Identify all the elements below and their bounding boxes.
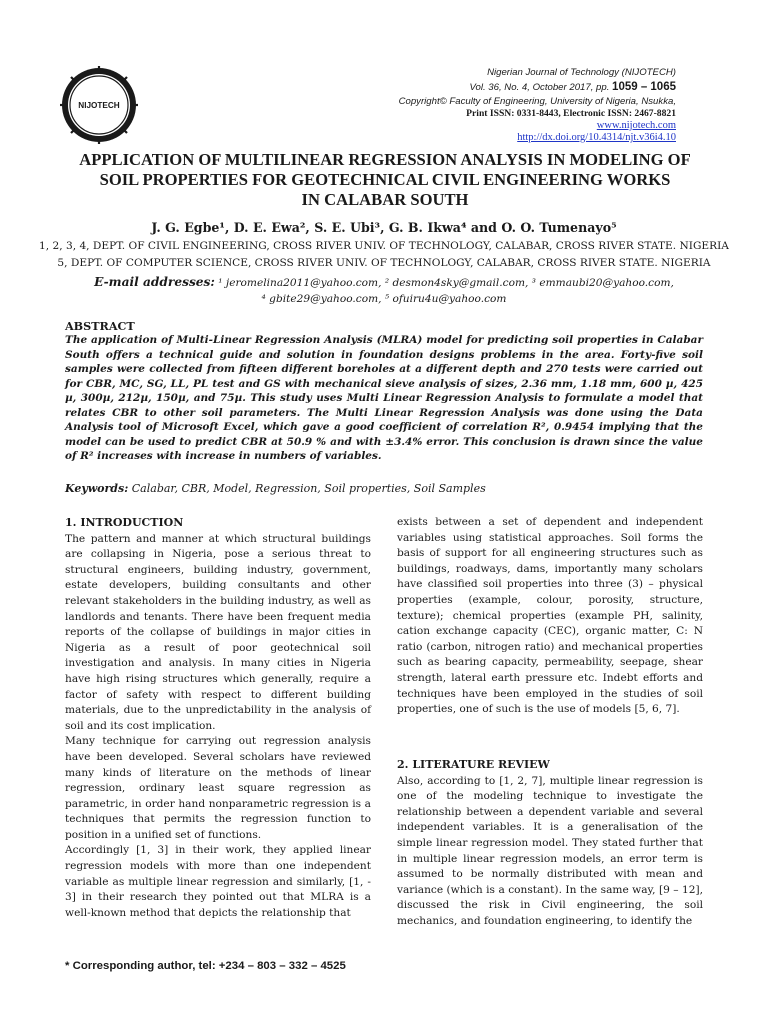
corresponding-author-footnote: * Corresponding author, tel: +234 – 803 – 332 – 4525 (65, 960, 346, 972)
author-list: J. G. Egbe¹, D. E. Ewa², S. E. Ubi³, G. B. Ikwa⁴ and O. O. Tumenayo⁵ (151, 220, 617, 235)
email-line: ⁴ gbite29@yahoo.com, ⁵ ofuiru4u@yahoo.com (261, 293, 507, 305)
email-line: ¹ jeromelina2011@yahoo.com, ² desmon4sky@gmail.com, ³ emmaubi20@yahoo.com, (214, 277, 674, 289)
volume-text: Vol. 36, No. 4, October 2017, pp. (469, 82, 610, 93)
journal-name: Nigerian Journal of Technology (NIJOTECH) (487, 67, 676, 78)
website-link[interactable]: www.nijotech.com (596, 120, 676, 131)
affiliation-line: 5, DEPT. OF COMPUTER SCIENCE, CROSS RIVER UNIV. OF TECHNOLOGY, CALABAR, CROSS RIVER STATE. NIGERIA (57, 257, 711, 269)
affiliation-line: 1, 2, 3, 4, DEPT. OF CIVIL ENGINEERING, CROSS RIVER UNIV. OF TECHNOLOGY, CALABAR, CROSS RIVER STATE. NIGERIA (39, 240, 729, 252)
issn-line: Print ISSN: 0331-8443, Electronic ISSN: 2467-8821 (466, 108, 676, 119)
paragraph: Also, according to [1, 2, 7], multiple linear regression is one of the modeling technique to investigate the relationship between a dependent variable and several independent variables. It is a generalisation of the simple linear regression model. They stated further that in multiple linear regression models, an error term is assumed to be normally distributed with mean and variance (which is a constant). In the same way, [9 – 12], discussed the risk in Civil engineering, the soil mechanics, and foundation engineering, to identify the (397, 774, 703, 927)
abstract-heading: ABSTRACT (65, 319, 135, 333)
keywords-label: Keywords: (65, 482, 129, 495)
title-line: SOIL PROPERTIES FOR GEOTECHNICAL CIVIL ENGINEERING WORKS (99, 170, 671, 189)
nijotech-logo (60, 66, 138, 144)
logo-text: NIJOTECH (78, 101, 120, 110)
paragraph: Accordingly [1, 3] in their work, they applied linear regression models with more than one independent variable as multiple linear regression and similarly, [1, - 3] in their research they pointed out that MLRA is a well-known method that depicts the relationship that (65, 844, 371, 919)
keywords-text: Calabar, CBR, Model, Regression, Soil properties, Soil Samples (128, 482, 486, 495)
left-column (65, 515, 371, 921)
paper-title (60, 150, 710, 210)
copyright-line: Copyright© Faculty of Engineering, University of Nigeria, Nsukka, (398, 96, 676, 107)
paragraph: Many technique for carrying out regression analysis have been developed. Several scholars have reviewed many kinds of literature on the methods of linear regression, ordinary least square regression as parametric, in order hand nonparametric regression is a techniques that permits the regression function to position in a unified set of functions. (65, 735, 371, 841)
doi-link[interactable]: http://dx.doi.org/10.4314/njt.v36i4.10 (517, 132, 676, 143)
right-column-literature (397, 757, 703, 930)
title-line: APPLICATION OF MULTILINEAR REGRESSION ANALYSIS IN MODELING OF (79, 150, 691, 169)
paragraph: exists between a set of dependent and independent variables using statistical approaches. Soil forms the basis of support for all engineering structures such as buildings, roadways, dams, importantly many scholars have classified soil properties into three (3) – physical properties (example, colour, porosity, structure, texture); chemical properties (example PH, salinity, cation exchange capacity (CEC), organic matter, C: N ratio (carbon, nitrogen ratio) and mechanical properties such as bearing capacity, permeability, seepage, shear strength, lateral earth pressure etc. Indebt efforts and techniques have been employed in the studies of soil properties, one of such is the use of models [5, 6, 7]. (397, 516, 703, 716)
title-line: IN CALABAR SOUTH (301, 190, 469, 209)
page-range: 1059 – 1065 (612, 81, 676, 93)
section-heading-introduction: 1. INTRODUCTION (65, 516, 184, 529)
journal-volume (469, 80, 676, 95)
paragraph: The pattern and manner at which structural buildings are collapsing in Nigeria, pose a serious threat to structural engineers, building industry, government, estate developers, building consultants and other relevant stakeholders in the building industry, as well as landlords and tenants. There have been frequent media reports of the collapse of buildings in major cities in Nigeria as a result of poor geotechnical soil investigation and analysis. In many cities in Nigeria have high rising structures which generally, require a factor of safety with respect to different building materials, due to the unpredictability in the analysis of soil and its cost implication. (65, 532, 371, 732)
right-column-intro (397, 515, 703, 718)
email-addresses (0, 274, 768, 307)
email-label: E-mail addresses: (94, 275, 215, 289)
keywords (65, 482, 486, 495)
abstract-text: The application of Multi-Linear Regression Analysis (MLRA) model for predicting soil properties in Calabar South offers a technical guide and solution in foundation designs problems in the area. Forty-five soil samples were collected from fifteen different boreholes at a different depth and 270 tests were carried out for CBR, MC, SG, LL, PL test and GS with mechanical sieve analysis of sizes, 2.36 mm, 1.18 mm, 600 µ, 425 µ, 300µ, 212µ, 150µ, and 75µ. This study uses Multi Linear Regression Analysis to formulate a model that relates CBR to other soil parameters. The Multi Linear Regression Analysis was done using the Data Analysis tool of Microsoft Excel, which gave a good coefficient of correlation R², 0.9454 implying that the model can be used to predict CBR at 50.9 % and with ±3.4% error. This conclusion is drawn since the value of R² increases with increase in numbers of variables. (65, 334, 703, 462)
section-heading-literature-review: 2. LITERATURE REVIEW (397, 758, 550, 771)
